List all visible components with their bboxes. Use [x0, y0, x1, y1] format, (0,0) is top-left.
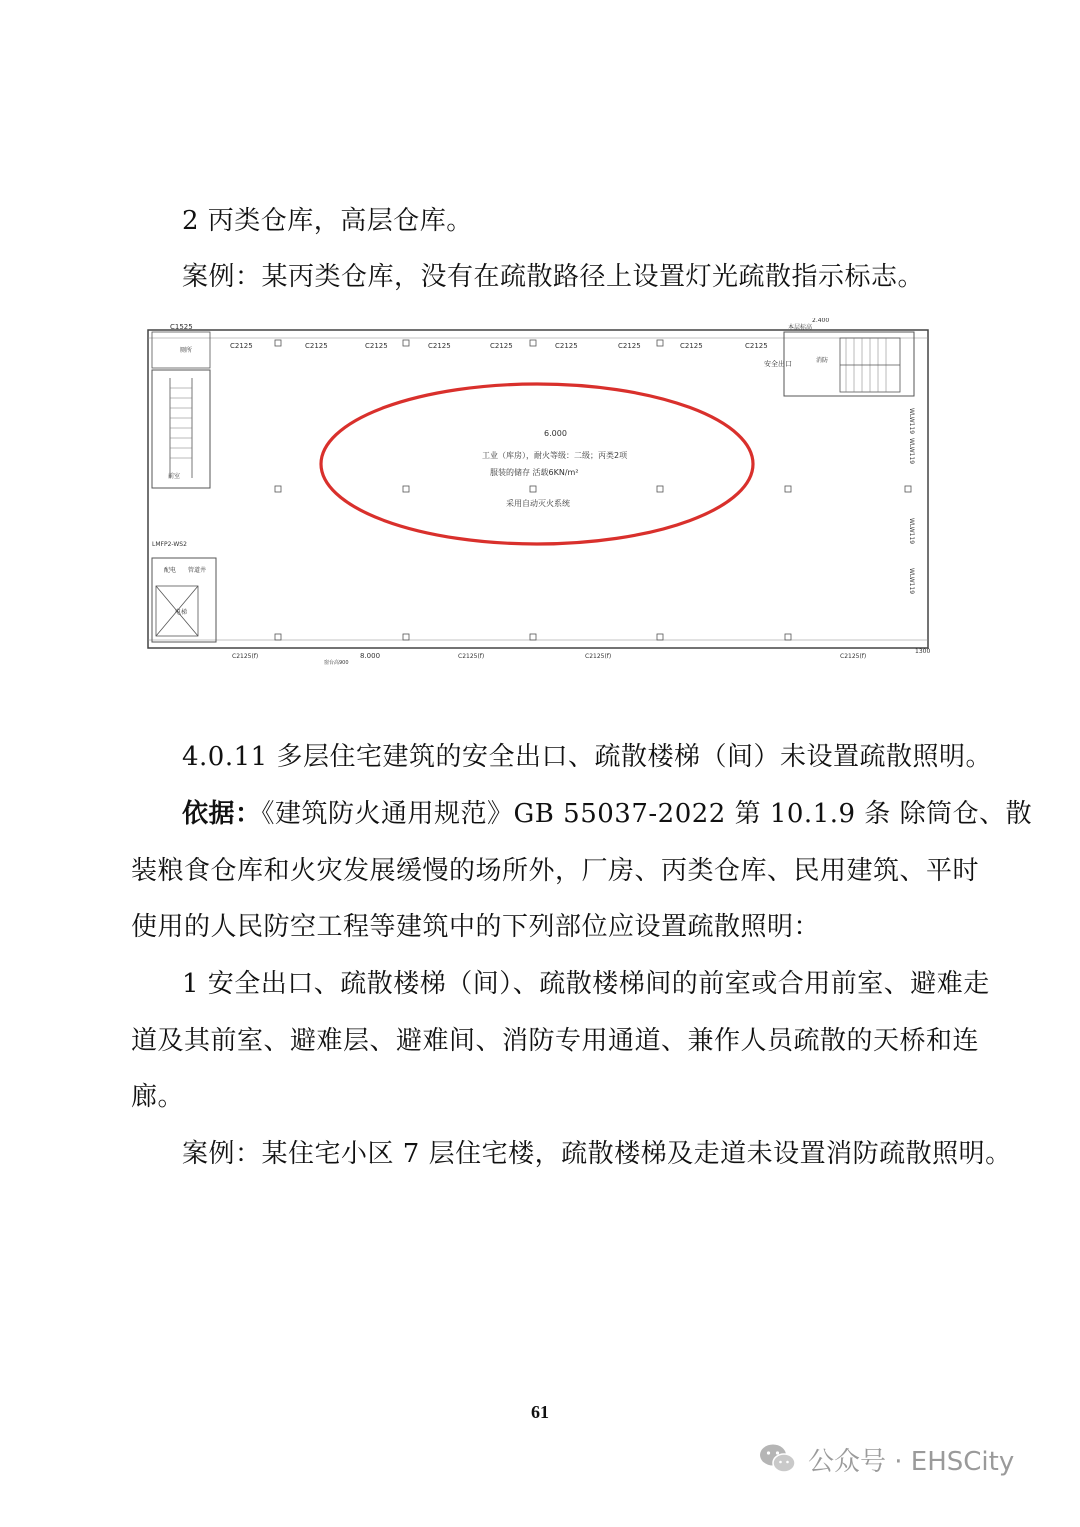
plan-info-line: 服装的储存 活载6KN/m² [490, 468, 579, 477]
plan-room-label: 厕所 [180, 347, 193, 354]
basis-line-1 [182, 797, 1032, 831]
plan-window-label: C2125 [305, 342, 328, 350]
plan-right-note: WLW119 [908, 518, 915, 545]
plan-window-label: C2125 [230, 342, 253, 350]
plan-window-label: C2125 [365, 342, 388, 350]
plan-window-label: C2125 [745, 342, 768, 350]
basis-label: 依据： [182, 799, 262, 829]
plan-bottom-label: C2125(f) [585, 653, 612, 660]
plan-right-stair [784, 332, 914, 396]
item1-line-1: 1 安全出口、疏散楼梯（间）、疏散楼梯间的前室或合用前室、避难走 [182, 969, 990, 999]
page-number: 61 [531, 1402, 549, 1422]
item1-line-3: 廊。 [131, 1082, 185, 1112]
highlight-ellipse [321, 384, 753, 544]
plan-bottom-small: 窗台高900 [324, 660, 349, 666]
case-1: 案例：某丙类仓库，没有在疏散路径上设置灯光疏散指示标志。 [182, 262, 925, 292]
plan-window-label: C2125 [428, 342, 451, 350]
plan-corner-label: 1300 [915, 648, 931, 655]
watermark-text: 公众号 · EHSCity [808, 1446, 1015, 1477]
plan-info-line: 采用自动灭火系统 [506, 499, 570, 508]
plan-right-top-label: 2.400 [812, 318, 830, 324]
plan-window-label: C2125 [555, 342, 578, 350]
plan-right-note: WLW119 [908, 438, 915, 465]
plan-bottom-label: C2125(f) [458, 653, 485, 660]
plan-window-label: C2125 [618, 342, 641, 350]
plan-elevation: 6.000 [544, 429, 567, 438]
clause-title: 4.0.11 多层住宅建筑的安全出口、疏散楼梯（间）未设置疏散照明。 [182, 742, 992, 772]
plan-top-label: C1525 [170, 323, 193, 331]
basis-line-3: 使用的人民防空工程等建筑中的下列部位应设置疏散照明： [131, 912, 821, 942]
plan-room-label: 前室 [168, 473, 181, 480]
case-2: 案例：某住宅小区 7 层住宅楼，疏散楼梯及走道未设置消防疏散照明。 [182, 1139, 1012, 1169]
plan-room-label: 电梯 [175, 609, 188, 616]
basis-line-2: 装粮食仓库和火灾发展缓慢的场所外，厂房、丙类仓库、民用建筑、平时 [131, 856, 980, 886]
plan-room-label: LMFP2-WS2 [152, 541, 187, 548]
plan-outer-wall [148, 330, 928, 648]
plan-info-line: 工业（库房），耐火等级：二级；丙类2项 [482, 451, 628, 460]
item1-line-2: 道及其前室、避难层、避难间、消防专用通道、兼作人员疏散的天桥和连 [131, 1026, 980, 1056]
plan-window-label: C2125 [490, 342, 513, 350]
plan-bottom-label: C2125(f) [840, 653, 867, 660]
plan-window-label: C2125 [680, 342, 703, 350]
plan-room-label: 管道井 [188, 567, 207, 574]
plan-left-stair [152, 370, 210, 488]
plan-right-note: WLW119 [908, 568, 915, 595]
watermark [758, 1437, 1014, 1481]
plan-right-note: WLW119 [908, 408, 915, 435]
plan-room-label: 配电 [164, 567, 177, 574]
section-item: 2 丙类仓库，高层仓库。 [182, 206, 473, 236]
plan-bottom-label: C2125(f) [232, 653, 259, 660]
plan-dimension: 8.000 [360, 652, 381, 660]
plan-right-top-label: 本层标高 [788, 324, 813, 331]
basis-text: 《建筑防火通用规范》GB 55037-2022 第 10.1.9 条 除筒仓、散 [261, 799, 1033, 829]
floor-plan-drawing [140, 318, 940, 670]
wechat-icon [758, 1442, 798, 1476]
plan-room-label: 消防 [816, 357, 829, 364]
plan-exit-label: 安全出口 [764, 360, 792, 368]
